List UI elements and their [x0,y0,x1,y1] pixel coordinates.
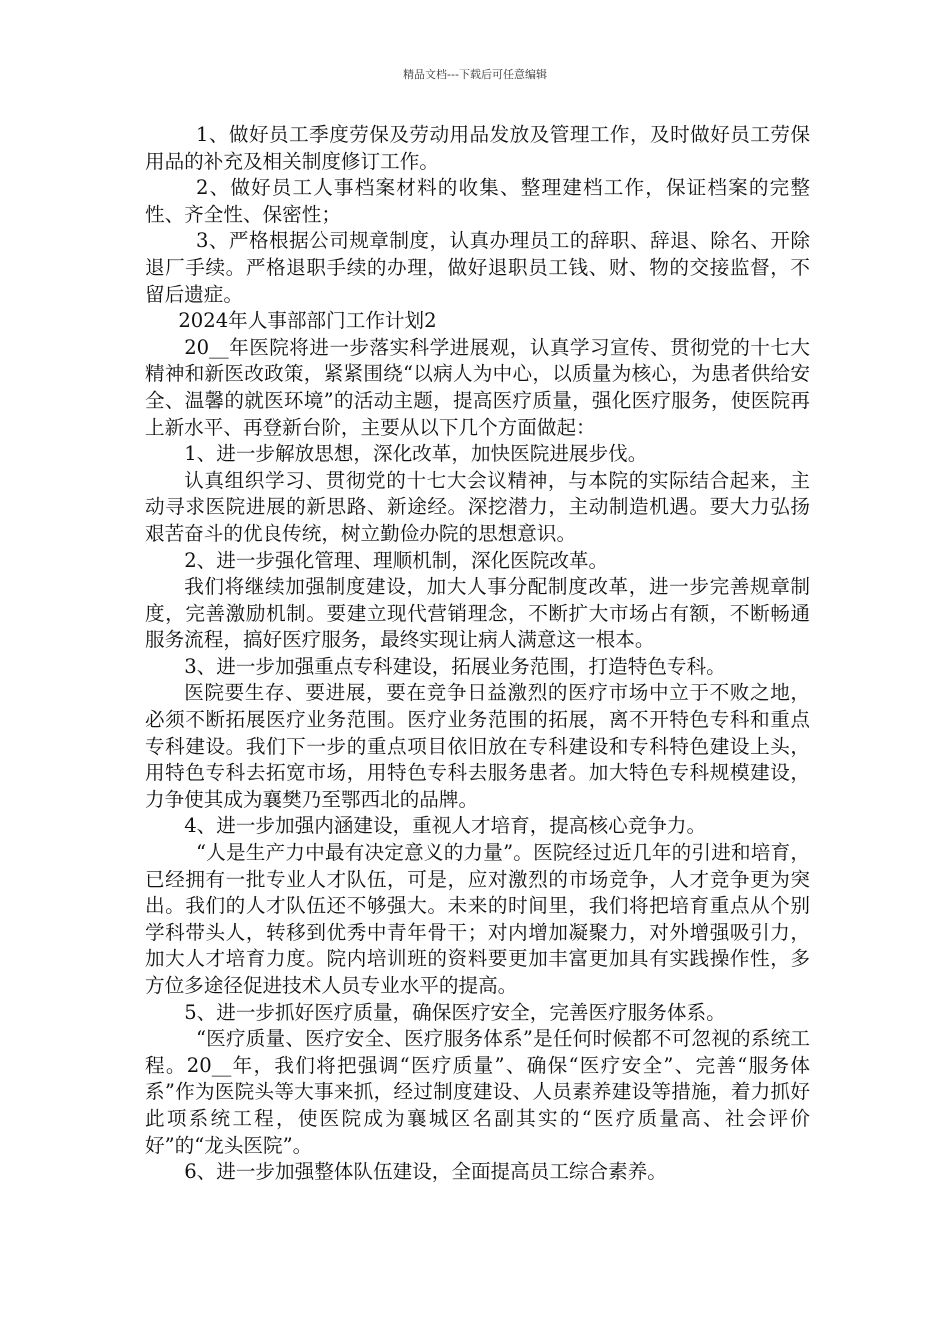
paragraph: 20__年医院将进一步落实科学进展观，认真学习宣传、贯彻党的十七大精神和新医改政策，紧紧围绕“以病人为中心，以质量为核心，为患者供给安全、温馨的就医环境”的活动主题，提高医疗质量，强化医疗服务，使医院再上新水平、再登新台阶，主要从以下几个方面做起： [145,335,810,439]
page-header: 精品文档---下载后可任意编辑 [403,68,547,81]
list-item: 6、进一步加强整体队伍建设，全面提高员工综合素养。 [184,1160,667,1184]
list-item: 2、进一步强化管理、理顺机制，深化医院改革。 [184,548,609,572]
paragraph: “人是生产力中最有决定意义的力量”。医院经过近几年的引进和培育，已经拥有一批专业人才队伍，可是，应对激烈的市场竞争，人才竞争更为突出。我们的人才队伍还不够强大。未来的时间里，我们将把培育重点从个别学科带头人，转移到优秀中青年骨干；对内增加凝聚力，对外增强吸引力，加大人才培育力度。院内培训班的资料要更加丰富更加具有实践操作性，多方位多途径促进技术人员专业水平的提高。 [145,841,810,997]
list-item: 3、进一步加强重点专科建设，拓展业务范围，打造特色专科。 [184,654,726,678]
paragraph: 医院要生存、要进展，要在竞争日益激烈的医疗市场中立于不败之地，必须不断拓展医疗业务范围。医疗业务范围的拓展，离不开特色专科和重点专科建设。我们下一步的重点项目依旧放在专科建设和专科特色建设上头，用特色专科去拓宽市场，用特色专科去服务患者。加大特色专科规模建设，力争使其成为襄樊乃至鄂西北的品牌。 [145,681,810,811]
paragraph: 认真组织学习、贯彻党的十七大会议精神，与本院的实际结合起来，主动寻求医院进展的新思路、新途经。深挖潜力，主动制造机遇。要大力弘扬艰苦奋斗的优良传统，树立勤俭办院的思想意识。 [145,468,810,545]
list-item: 5、进一步抓好医疗质量，确保医疗安全，完善医疗服务体系。 [184,1000,726,1024]
paragraph: 3、严格根据公司规章制度，认真办理员工的辞职、辞退、除名、开除退厂手续。严格退职手续的办理，做好退职员工钱、财、物的交接监督，不留后遗症。 [145,229,810,306]
list-item: 1、进一步解放思想，深化改革，加快医院进展步伐。 [184,442,648,466]
paragraph: 1、做好员工季度劳保及劳动用品发放及管理工作，及时做好员工劳保用品的补充及相关制度修订工作。 [145,123,810,173]
section-heading: 2024年人事部部门工作计划2 [178,309,437,333]
document-body [145,122,810,1186]
paragraph: “医疗质量、医疗安全、医疗服务体系”是任何时候都不可忽视的系统工程。20__年，我们将把强调“医疗质量”、确保“医疗安全”、完善“服务体系”作为医院头等大事来抓，经过制度建设、人员素养建设等措施，着力抓好此项系统工程，使医院成为襄城区名副其实的“医疗质量高、社会评价好”的“龙头医院”。 [145,1027,810,1157]
paragraph: 我们将继续加强制度建设，加大人事分配制度改革，进一步完善规章制度，完善激励机制。要建立现代营销理念，不断扩大市场占有额，不断畅通服务流程，搞好医疗服务，最终实现让病人满意这一根本。 [145,575,810,652]
list-item: 4、进一步加强内涵建设，重视人才培育，提高核心竞争力。 [184,814,707,838]
paragraph: 2、做好员工人事档案材料的收集、整理建档工作，保证档案的完整性、齐全性、保密性； [145,176,810,226]
